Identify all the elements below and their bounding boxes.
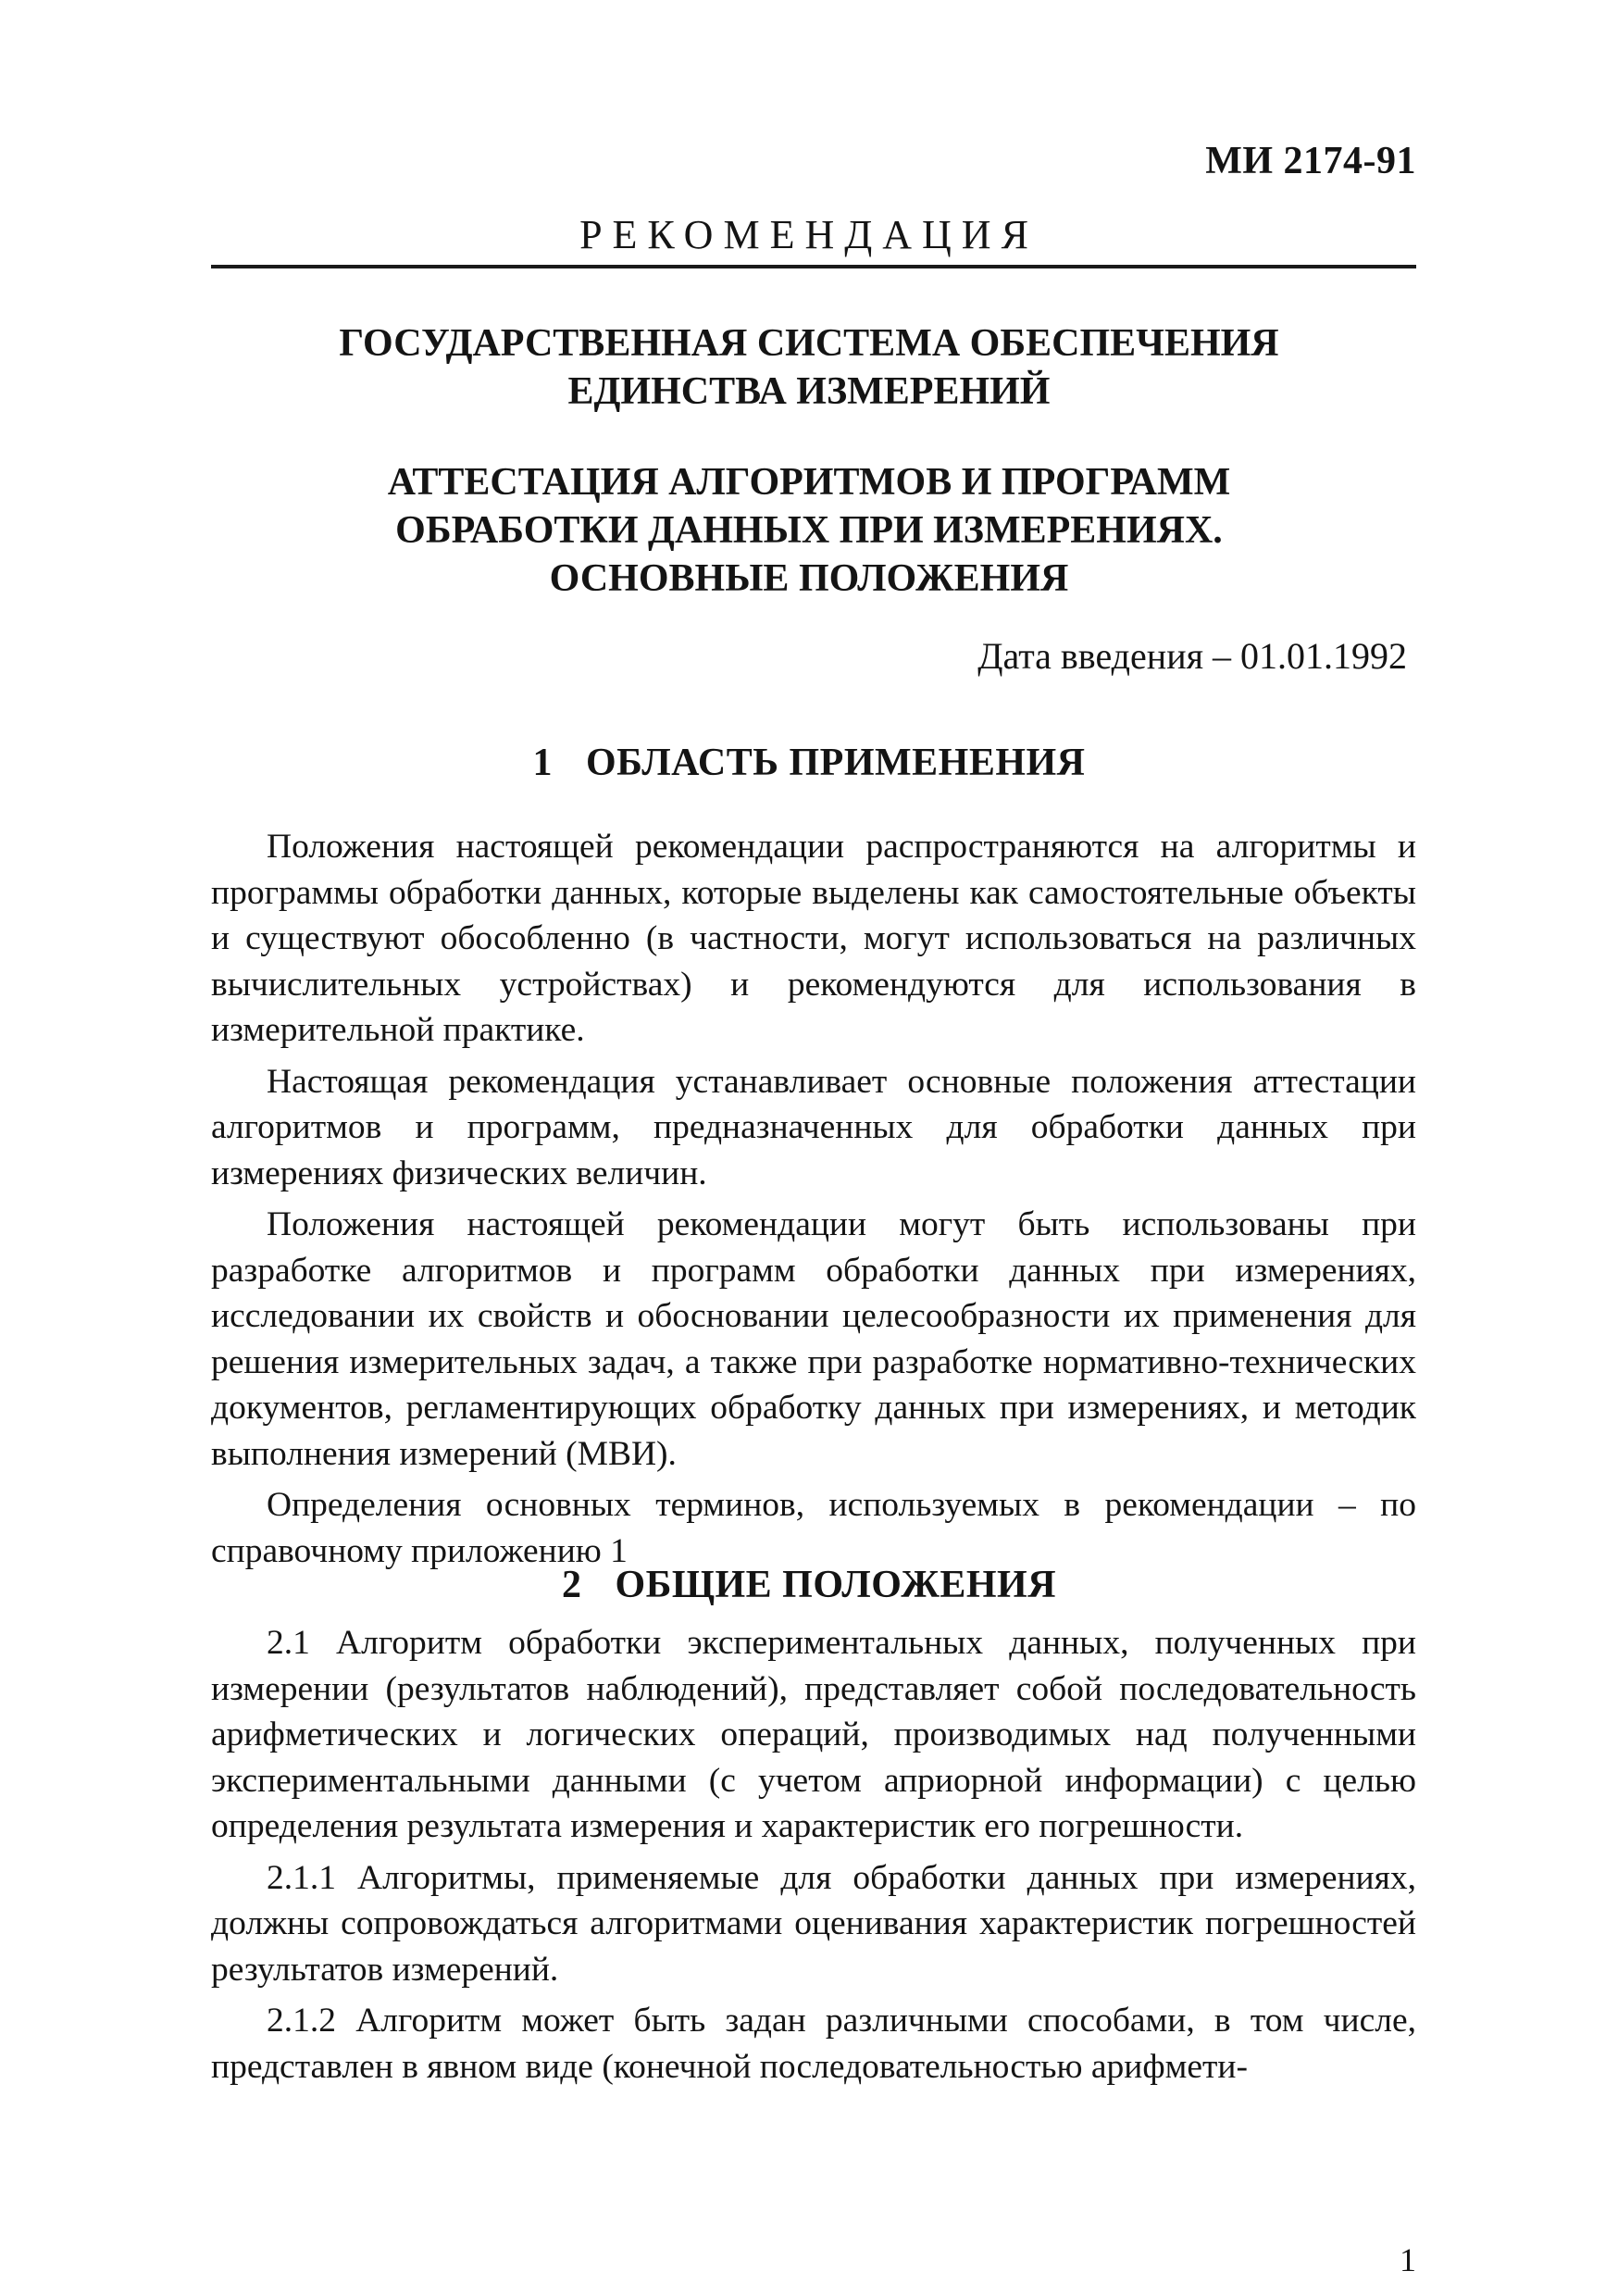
- document-number: МИ 2174-91: [1205, 140, 1416, 182]
- page-number: 1: [1400, 2241, 1416, 2278]
- paragraph: Положения настоящей рекомендации распространяются на алгоритмы и программы обработки данных, которые выделены как самостоятельные объекты и существуют обособленно (в частности, могут использоваться на различных вычислительных устройствах) и рекомендуются для использования в измерительной практике.: [211, 828, 1416, 1049]
- paragraph: 2.1.2 Алгоритм может быть задан различными способами, в том числе, представлен в явном виде (конечной последовательностью арифмети-: [211, 2002, 1416, 2086]
- paragraph: Положения настоящей рекомендации могут быть использованы при разработке алгоритмов и программ обработки данных при измерениях, исследовании их свойств и обосновании целесообразности их применения для решения измерительных задач, а также при разработке нормативно-технических документов, регламентирующих обработку данных при измерениях, и методик выполнения измерений (МВИ).: [211, 1205, 1416, 1473]
- paragraph: Определения основных терминов, используемых в рекомендации – по справочному приложению 1: [211, 1486, 1416, 1570]
- paragraph: 2.1.1 Алгоритмы, применяемые для обработки данных при измерениях, должны сопровождаться алгоритмами оценивания характеристик погрешностей результатов измерений.: [211, 1858, 1416, 1989]
- section-1-body: [211, 824, 1416, 1579]
- section-title: ОБЛАСТЬ ПРИМЕНЕНИЯ: [585, 742, 1086, 784]
- document-title-line: АТТЕСТАЦИЯ АЛГОРИТМОВ И ПРОГРАММ: [387, 461, 1231, 504]
- header-rule: [211, 265, 1416, 268]
- system-title: [0, 319, 1618, 416]
- paragraph: Настоящая рекомендация устанавливает основные положения аттестации алгоритмов и программ, предназначенных для обработки данных при измерениях физических величин.: [211, 1062, 1416, 1192]
- system-title-line: ГОСУДАРСТВЕННАЯ СИСТЕМА ОБЕСПЕЧЕНИЯ: [339, 322, 1279, 365]
- section-title: ОБЩИЕ ПОЛОЖЕНИЯ: [615, 1564, 1057, 1606]
- paragraph: 2.1 Алгоритм обработки экспериментальных данных, полученных при измерении (результатов наблюдений), представляет собой последовательность арифметических и логических операций, производимых над полученными экспериментальными данными (с учетом априорной информации) с целью определения результата измерения и характеристик его погрешности.: [211, 1624, 1416, 1845]
- section-1-heading: [0, 741, 1618, 785]
- document-title: [0, 458, 1618, 603]
- section-2-body: [211, 1620, 1416, 2095]
- section-number: 1: [532, 742, 553, 784]
- document-title-line: ОСНОВНЫЕ ПОЛОЖЕНИЯ: [549, 557, 1069, 600]
- document-title-line: ОБРАБОТКИ ДАННЫХ ПРИ ИЗМЕРЕНИЯХ.: [395, 509, 1223, 552]
- introduction-date: Дата введения – 01.01.1992: [977, 635, 1407, 677]
- section-2-heading: [0, 1563, 1618, 1607]
- section-number: 2: [561, 1564, 582, 1606]
- document-type: РЕКОМЕНДАЦИЯ: [579, 212, 1039, 257]
- system-title-line: ЕДИНСТВА ИЗМЕРЕНИЙ: [567, 370, 1051, 413]
